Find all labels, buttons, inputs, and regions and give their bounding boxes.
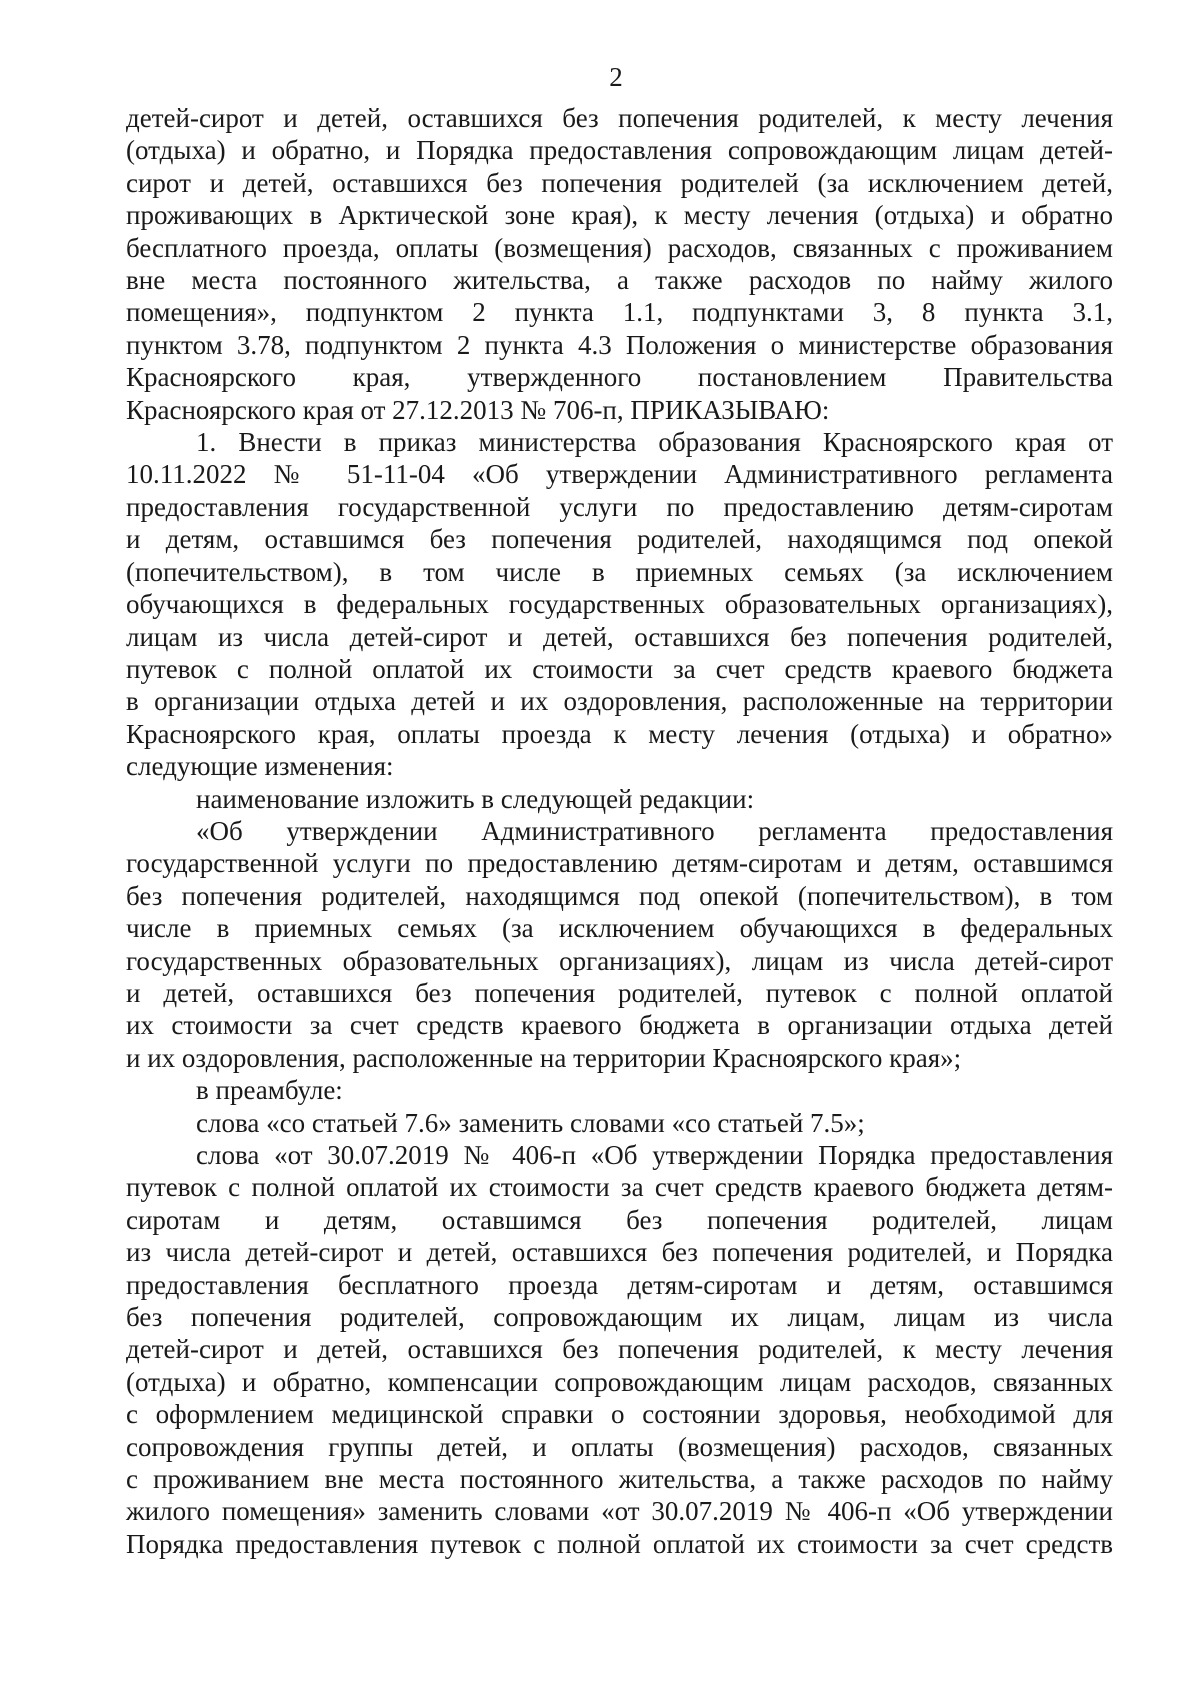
text-line: помещения», подпунктом 2 пункта 1.1, подпунктами 3, 8 пункта 3.1,	[126, 297, 1113, 328]
text-line: и детей, оставшихся без попечения родителей, путевок с полной оплатой	[126, 977, 1113, 1008]
paragraph-continuation	[126, 102, 1113, 426]
text-line: проживающих в Арктической зоне края), к месту лечения (отдыха) и обратно	[126, 200, 1113, 231]
text-line: (отдыха) и обратно, и Порядка предоставления сопровождающим лицам детей-	[126, 135, 1113, 166]
text-line: сирот и детей, оставшихся без попечения родителей (за исключением детей,	[126, 167, 1113, 198]
text-line: предоставления бесплатного проезда детям-сиротам и детям, оставшимся	[126, 1269, 1113, 1300]
text-line: вне места постоянного жительства, а также расходов по найму жилого	[126, 265, 1113, 296]
text-line: сопровождения группы детей, и оплаты (возмещения) расходов, связанных	[126, 1431, 1113, 1462]
text-line: следующие изменения:	[126, 751, 394, 782]
text-line: в организации отдыха детей и их оздоровления, расположенные на территории	[126, 686, 1113, 717]
text-line: числе в приемных семьях (за исключением обучающихся в федеральных	[126, 913, 1113, 944]
text-line: предоставления государственной услуги по предоставлению детям-сиротам	[126, 491, 1113, 522]
text-line: и детям, оставшимся без попечения родителей, находящимся под опекой	[126, 524, 1113, 555]
text-line: и их оздоровления, расположенные на территории Красноярского края»;	[126, 1042, 962, 1073]
text-line: путевок с полной оплатой их стоимости за счет средств краевого бюджета детям-	[126, 1172, 1113, 1203]
document-body	[126, 102, 1113, 1560]
paragraph-new-title	[126, 815, 1113, 1074]
text-line: наименование изложить в следующей редакции:	[196, 783, 755, 814]
page-number: 2	[609, 62, 623, 92]
text-line: 1. Внести в приказ министерства образования Красноярского края от	[196, 427, 1113, 458]
text-line: без попечения родителей, сопровождающим их лицам, лицам из числа	[126, 1302, 1113, 1333]
text-line: детей-сирот и детей, оставшихся без попечения родителей, к месту лечения	[126, 1334, 1113, 1365]
paragraph-preamble	[126, 1074, 1113, 1106]
text-line: Красноярского края, утвержденного постановлением Правительства	[126, 362, 1113, 393]
text-line: без попечения родителей, находящимся под опекой (попечительством), в том	[126, 880, 1113, 911]
text-line: в преамбуле:	[196, 1075, 343, 1106]
text-line: лицам из числа детей-сирот и детей, оставшихся без попечения родителей,	[126, 621, 1113, 652]
text-line: их стоимости за счет средств краевого бюджета в организации отдыха детей	[126, 1010, 1113, 1041]
text-line: жилого помещения» заменить словами «от 30.07.2019 № 406-п «Об утверждении	[126, 1496, 1113, 1527]
text-line: детей-сирот и детей, оставшихся без попечения родителей, к месту лечения	[126, 103, 1113, 133]
text-line: Красноярского края от 27.12.2013 № 706-п, ПРИКАЗЫВАЮ:	[126, 394, 830, 425]
text-line: государственных образовательных организациях), лицам из числа детей-сирот	[126, 945, 1113, 976]
paragraph-item-1	[126, 426, 1113, 782]
text-line: путевок с полной оплатой их стоимости за счет средств краевого бюджета	[126, 653, 1113, 684]
text-line: слова «от 30.07.2019 № 406-п «Об утверждении Порядка предоставления	[196, 1140, 1113, 1170]
text-line: «Об утверждении Административного регламента предоставления	[196, 815, 1113, 846]
text-line: бесплатного проезда, оплаты (возмещения) расходов, связанных с проживанием	[126, 232, 1113, 263]
text-line: с проживанием вне места постоянного жительства, а также расходов по найму	[126, 1464, 1113, 1495]
text-line: Красноярского края, оплаты проезда к месту лечения (отдыха) и обратно»	[126, 718, 1113, 749]
text-line: из числа детей-сирот и детей, оставшихся без попечения родителей, и Порядка	[126, 1237, 1113, 1268]
paragraph-order-replace	[126, 1139, 1113, 1560]
text-line: обучающихся в федеральных государственных образовательных организациях),	[126, 589, 1113, 620]
text-line: государственной услуги по предоставлению детям-сиротам и детям, оставшимся	[126, 848, 1113, 879]
text-line: с оформлением медицинской справки о состоянии здоровья, необходимой для	[126, 1399, 1113, 1430]
text-line: 10.11.2022 № 51-11-04 «Об утверждении Административного регламента	[126, 459, 1113, 490]
text-line: Порядка предоставления путевок с полной оплатой их стоимости за счет средств	[126, 1528, 1113, 1559]
text-line: (отдыха) и обратно, компенсации сопровождающим лицам расходов, связанных	[126, 1366, 1113, 1397]
text-line: сиротам и детям, оставшимся без попечения родителей, лицам	[126, 1204, 1113, 1235]
text-line: пунктом 3.78, подпунктом 2 пункта 4.3 Положения о министерстве образования	[126, 329, 1113, 360]
paragraph-name-change	[126, 783, 1113, 815]
text-line: (попечительством), в том числе в приемных семьях (за исключением	[126, 556, 1113, 587]
text-line: слова «со статьей 7.6» заменить словами «со статьей 7.5»;	[196, 1107, 865, 1138]
paragraph-article-replace	[126, 1107, 1113, 1139]
